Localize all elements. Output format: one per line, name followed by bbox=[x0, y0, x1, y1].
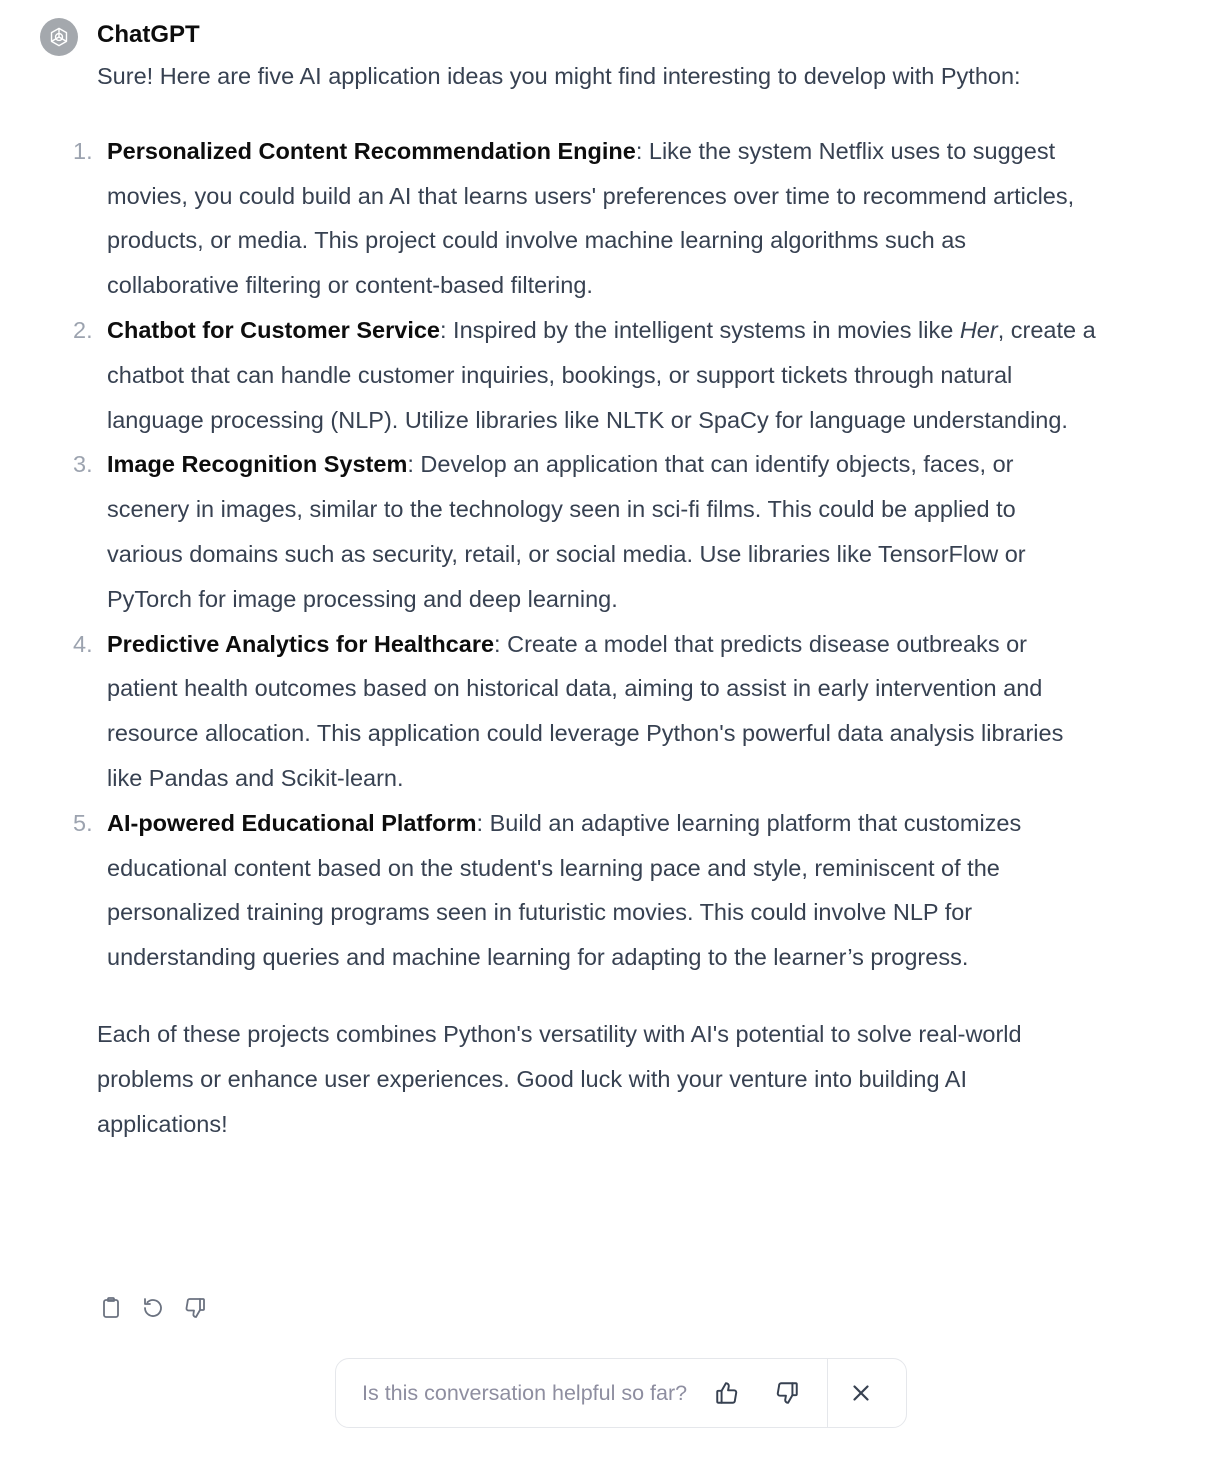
message-actions bbox=[98, 1294, 208, 1322]
item-italic: Her bbox=[959, 316, 998, 343]
item-text: : Build an adaptive learning platform that customizes educational content based on the student's learning pace and style, reminiscent of the personalized training programs seen in futuristic movies. This could involve NLP for understanding queries and machine learning for adapting to the learner’s progress. bbox=[107, 809, 1022, 971]
copy-button[interactable] bbox=[98, 1294, 124, 1322]
item-title: Predictive Analytics for Healthcare bbox=[107, 630, 495, 657]
message-content bbox=[73, 54, 1097, 1146]
thumbs-up-icon bbox=[714, 1380, 740, 1406]
item-text: , create a chatbot that can handle customer inquiries, bookings, or support tickets through natural language processing (NLP). Utilize libraries like NLTK or SpaCy for language understanding. bbox=[107, 316, 1096, 433]
list-number: 1. bbox=[73, 137, 93, 164]
item-title: AI-powered Educational Platform bbox=[107, 809, 477, 836]
close-icon bbox=[848, 1380, 874, 1406]
chatgpt-avatar bbox=[40, 18, 78, 56]
item-text-before: : Inspired by the intelligent systems in movies like bbox=[439, 316, 960, 343]
intro-paragraph: Sure! Here are five AI application ideas you might find interesting to develop with Python: bbox=[97, 63, 1021, 89]
list-item bbox=[73, 622, 1097, 801]
feedback-close-button[interactable] bbox=[841, 1373, 881, 1413]
list-item bbox=[73, 308, 1097, 442]
list-item bbox=[73, 801, 1097, 980]
feedback-bar bbox=[335, 1358, 907, 1428]
openai-logo-icon bbox=[46, 24, 72, 50]
ideas-list bbox=[73, 129, 1097, 980]
item-title: Chatbot for Customer Service bbox=[107, 316, 440, 343]
item-text: : Like the system Netflix uses to suggest movies, you could build an AI that learns users' preferences over time to recommend articles, products, or media. This project could involve machine learning algorithms such as collaborative filtering or content-based filtering. bbox=[107, 137, 1075, 299]
thumbs-down-icon bbox=[774, 1380, 800, 1406]
list-item bbox=[73, 129, 1097, 308]
regenerate-button[interactable] bbox=[140, 1294, 166, 1322]
list-number: 4. bbox=[73, 630, 93, 657]
feedback-question: Is this conversation helpful so far? bbox=[362, 1380, 688, 1405]
feedback-thumbs-up-button[interactable] bbox=[707, 1373, 747, 1413]
feedback-thumbs-down-button[interactable] bbox=[767, 1373, 807, 1413]
list-number: 3. bbox=[73, 451, 93, 478]
regenerate-icon bbox=[141, 1296, 165, 1320]
item-title: Image Recognition System bbox=[107, 451, 408, 478]
item-title: Personalized Content Recommendation Engine bbox=[107, 137, 636, 164]
clipboard-icon bbox=[99, 1296, 123, 1320]
list-number: 2. bbox=[73, 316, 93, 343]
list-item bbox=[73, 442, 1097, 621]
message-author: ChatGPT bbox=[97, 21, 200, 48]
thumbs-down-icon bbox=[183, 1296, 207, 1320]
feedback-divider bbox=[827, 1358, 828, 1428]
item-text: : Develop an application that can identify objects, faces, or scenery in images, similar to the technology seen in sci-fi films. This could be applied to various domains such as security, retail, or social media. Use libraries like TensorFlow or PyTorch for image processing and deep learning. bbox=[107, 451, 1026, 612]
outro-paragraph: Each of these projects combines Python's versatility with AI's potential to solve real-world problems or enhance user experiences. Good luck with your venture into building AI applications! bbox=[97, 1020, 1022, 1137]
item-text: : Create a model that predicts disease outbreaks or patient health outcomes based on historical data, aiming to assist in early intervention and resource allocation. This application could leverage Python's powerful data analysis libraries like Pandas and Scikit-learn. bbox=[107, 630, 1064, 791]
list-number: 5. bbox=[73, 809, 93, 836]
dislike-button[interactable] bbox=[182, 1294, 208, 1322]
